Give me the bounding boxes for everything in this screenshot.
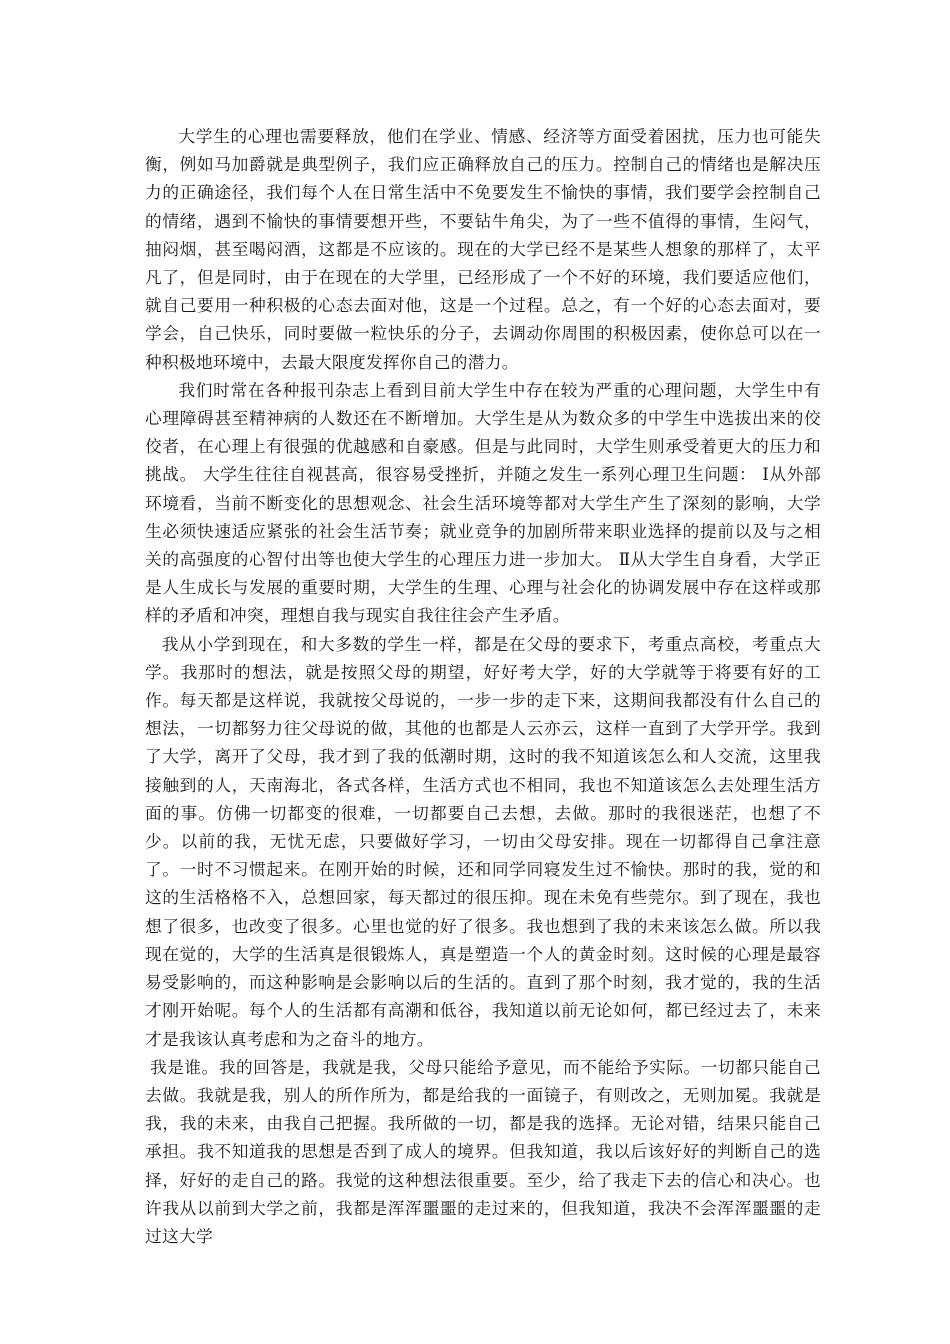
- paragraph-personal-experience: 我从小学到现在，和大多数的学生一样，都是在父母的要求下，考重点高校，考重点大学。我那时的想法，就是按照父母的期望，好好考大学，好的大学就等于将要有好的工作。每天都是这样说，我就按父母说的，一步一步的走下来，这期间我都没有什么自己的想法，一切都努力往父母说的做，其他的也都是人云亦云，这样一直到了大学开学。我到了大学，离开了父母，我才到了我的低潮时期，这时的我不知道该怎么和人交流，这里我接触到的人，天南海北，各式各样，生活方式也不相同，我也不知道该怎么去处理生活方面的事。仿佛一切都变的很难，一切都要自己去想，去做。那时的我很迷茫，也想了不少。以前的我，无忧无虑，只要做好学习，一切由父母安排。现在一切都得自己拿注意了。一时不习惯起来。在刚开始的时候，还和同学同寝发生过不愉快。那时的我，觉的和这的生活格格不入，总想回家，每天都过的很压抑。现在未免有些莞尔。到了现在，我也想了很多，也改变了很多。心里也觉的好了很多。我也想到了我的未来该怎么做。所以我现在觉的，大学的生活真是很锻炼人，真是塑造一个人的黄金时刻。这时候的心理是最容易受影响的，而这种影响是会影响以后的生活的。直到了那个时刻，我才觉的，我的生活才刚开始呢。每个人的生活都有高潮和低谷，我知道以前无论如何，都已经过去了，未来才是我该认真考虑和为之奋斗的地方。: [145, 633, 821, 1049]
- paragraph-who-am-i: 我是谁。我的回答是，我就是我，父母只能给予意见，而不能给予实际。一切都只能自己去做。我就是我，别人的所作所为，都是给我的一面镜子，有则改之，无则加冕。我就是我，我的未来，由我自己把握。我所做的一切，都是我的选择。无论对错，结果只能自己承担。我不知道我的思想是否到了成人的境界。但我知道，我以后该好好的判断自己的选择，好好的走自己的路。我觉的这种想法很重要。至少，给了我走下去的信心和决心。也许我从以前到大学之前，我都是浑浑噩噩的走过来的，但我知道，我决不会浑浑噩噩的走过这大学: [145, 1056, 821, 1246]
- paragraph-stress-release: 大学生的心理也需要释放，他们在学业、情感、经济等方面受着困扰，压力也可能失衡，例如马加爵就是典型例子，我们应正确释放自己的压力。控制自己的情绪也是解决压力的正确途径，我们每个人在日常生活中不免要发生不愉快的事情，我们要学会控制自己的情绪，遇到不愉快的事情要想开些，不要钻牛角尖，为了一些不值得的事情，生闷气，抽闷烟，甚至喝闷酒，这都是不应该的。现在的大学已经不是某些人想象的那样了，太平凡了，但是同时，由于在现在的大学里，已经形成了一个不好的环境，我们要适应他们，就自己要用一种积极的心态去面对他，这是一个过程。总之，有一个好的心态去面对，要学会，自己快乐，同时要做一粒快乐的分子，去调动你周围的积极因素，使你总可以在一种积极地环境中，去最大限度发挥你自己的潜力。: [145, 126, 821, 372]
- paragraph-psychological-problems: 我们时常在各种报刊杂志上看到目前大学生中存在较为严重的心理问题，大学生中有心理障碍甚至精神病的人数还在不断增加。大学生是从为数众多的中学生中选拔出来的佼佼者，在心理上有很强的优越感和自豪感。但是与此同时，大学生则承受着更大的压力和挑战。 大学生往往自视甚高，很容易受挫折，并随之发生一系列心理卫生问题： Ⅰ从外部环境看，当前不断变化的思想观念、社会生活环境等都对大学生产生了深刻的影响，大学生必须快速适应紧张的社会生活节奏；就业竞争的加剧所带来职业选择的提前以及与之相关的高强度的心智付出等也使大学生的心理压力进一步加大。 Ⅱ从大学生自身看，大学正是人生成长与发展的重要时期，大学生的生理、心理与社会化的协调发展中存在这样或那样的矛盾和冲突，理想自我与现实自我往往会产生矛盾。: [145, 379, 821, 626]
- document-body: [145, 122, 821, 1250]
